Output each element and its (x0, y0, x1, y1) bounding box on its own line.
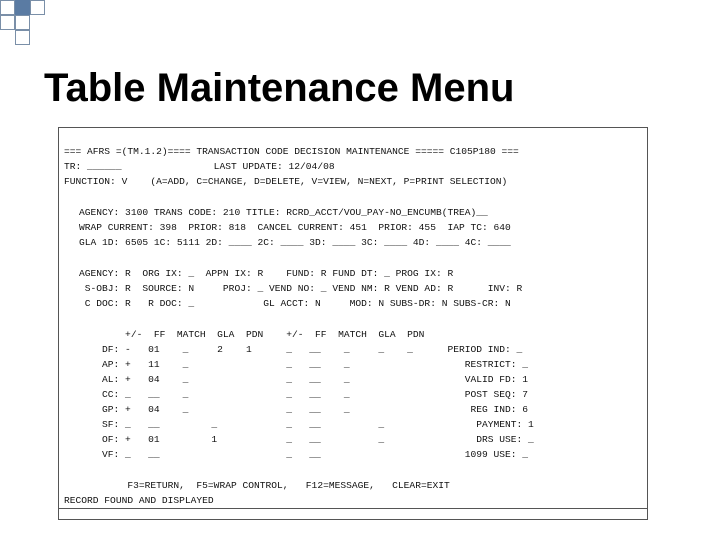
function-line[interactable]: FUNCTION: V (A=ADD, C=CHANGE, D=DELETE, V=VIEW, N=NEXT, P=PRINT SELECTION) (64, 176, 508, 187)
decorative-square (0, 0, 15, 15)
table-row: AL: + 04 _ _ __ _ VALID FD: 1 (79, 374, 529, 385)
flags-line: C DOC: R R DOC: _ GL ACCT: N MOD: N SUBS-DR: N SUBS-CR: N (79, 298, 511, 309)
decorative-square (15, 30, 30, 45)
tr-line[interactable]: TR: ______ LAST UPDATE: 12/04/08 (64, 161, 335, 172)
table-row: DF: - 01 _ 2 1 _ __ _ _ _ PERIOD IND: _ (79, 344, 523, 355)
table-row: VF: _ __ _ __ 1099 USE: _ (79, 449, 529, 460)
table-row: GP: + 04 _ _ __ _ REG IND: 6 (79, 404, 529, 415)
status-message: RECORD FOUND AND DISPLAYED (64, 495, 214, 506)
page-title: Table Maintenance Menu (44, 66, 515, 110)
table-row: OF: + 01 1 _ __ _ DRS USE: _ (79, 434, 534, 445)
terminal-screen (58, 127, 648, 520)
table-row: SF: _ __ _ _ __ _ PAYMENT: 1 (79, 419, 534, 430)
table-row: AP: + 11 _ _ __ _ RESTRICT: _ (79, 359, 529, 370)
column-header: +/- FF MATCH GLA PDN +/- FF MATCH GLA PDN (79, 329, 425, 340)
decorative-square (15, 15, 30, 30)
flags-line: AGENCY: R ORG IX: _ APPN IX: R FUND: R FUND DT: _ PROG IX: R (79, 268, 454, 279)
agency-line: AGENCY: 3100 TRANS CODE: 210 TITLE: RCRD_ACCT/VOU_PAY-NO_ENCUMB(TREA)__ (79, 207, 488, 218)
gla-line: GLA 1D: 6505 1C: 5111 2D: ____ 2C: ____ 3D: ____ 3C: ____ 4D: ____ 4C: ____ (79, 237, 511, 248)
wrap-line: WRAP CURRENT: 398 PRIOR: 818 CANCEL CURRENT: 451 PRIOR: 455 IAP TC: 640 (79, 222, 511, 233)
decorative-square (0, 15, 15, 30)
decorative-square (30, 0, 45, 15)
table-row: CC: _ __ _ _ __ _ POST SEQ: 7 (79, 389, 529, 400)
screen-divider (59, 508, 647, 509)
screen-header-line: === AFRS =(TM.1.2)==== TRANSACTION CODE DECISION MAINTENANCE ===== C105P180 === (64, 146, 519, 157)
pf-key-line: F3=RETURN, F5=WRAP CONTROL, F12=MESSAGE, CLEAR=EXIT (64, 480, 450, 491)
flags-line: S-OBJ: R SOURCE: N PROJ: _ VEND NO: _ VEND NM: R VEND AD: R INV: R (79, 283, 523, 294)
decorative-square (15, 0, 30, 15)
